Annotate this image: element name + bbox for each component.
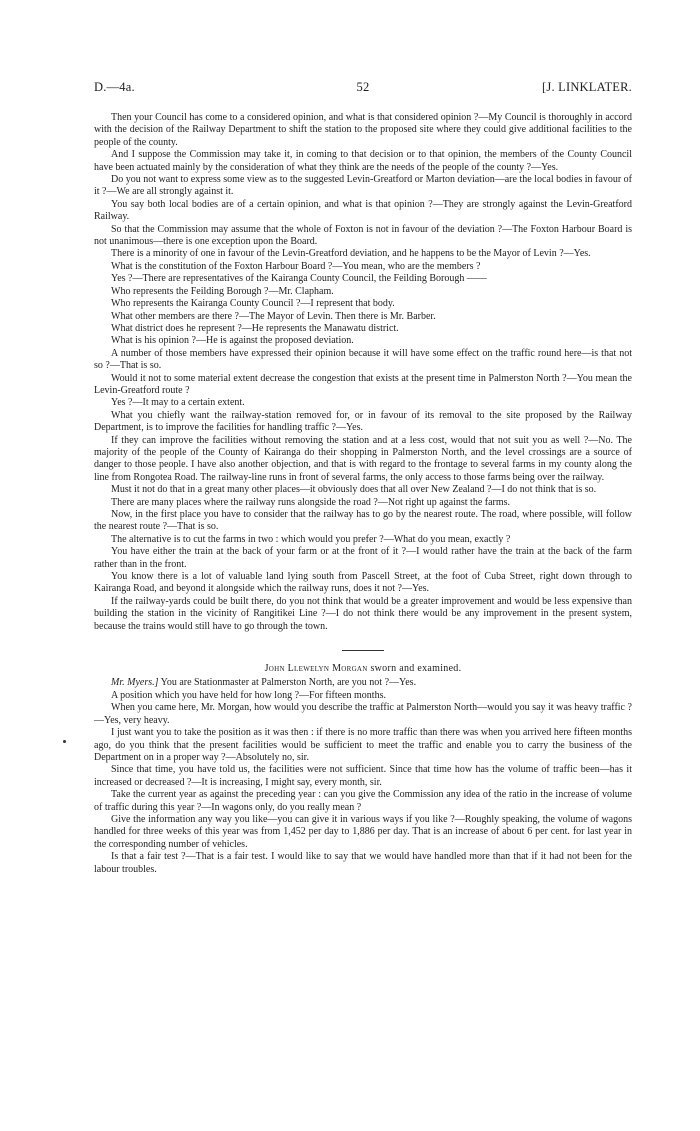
paragraph: Take the current year as against the preceding year : can you give the Commission any idea of the ratio in the increase of volume of traffic during this year ?—In wagons only, do you really mean ? (94, 789, 632, 813)
page-header (94, 80, 632, 98)
paragraph: Who represents the Kairanga County Council ?—I represent that body. (111, 298, 395, 310)
paragraph: Who represents the Feilding Borough ?—Mr. Clapham. (111, 285, 334, 297)
section-divider (342, 650, 384, 651)
margin-mark (63, 740, 66, 743)
testimony-morgan (94, 690, 632, 876)
paragraph-text: You are Stationmaster at Palmerston North, are you not ?—Yes. (158, 677, 417, 689)
paragraph: You say both local bodies are of a certain opinion, and what is that opinion ?—They are strongly against the Levin-Greatford Railway. (94, 198, 632, 223)
paragraph: If the railway-yards could be built there, do you not think that would be a greater improvement and would be less expensive than building the station in the vicinity of Rangitikei Line ?—I do not think there would be any improvement in the present system, because the trains would still have to go through the town. (94, 595, 632, 632)
witness-name: John Llewelyn Morgan (264, 663, 368, 675)
paragraph: Since that time, you have told us, the facilities were not sufficient. Since that time how has the volume of traffic been—has it increased or decreased ?—It is increasing, I might say, every month, sir. (94, 764, 632, 788)
paragraph: Then your Council has come to a considered opinion, and what is that considered opinion ?—My Council is thoroughly in accord with the decision of the Railway Department to shift the station to the proposed site where they could give additional facilities to the people of the county. (94, 112, 632, 148)
paragraph: You know there is a lot of valuable land lying south from Pascell Street, at the foot of Cuba Street, right down through to Kairanga Road, and beyond it alongside which the railway runs, does it not ?—Yes. (94, 571, 632, 595)
paragraph (94, 677, 632, 689)
paragraph: There is a minority of one in favour of the Levin-Greatford deviation, and he happens to be the Mayor of Levin ?—Yes. (111, 248, 591, 260)
paragraph: So that the Commission may assume that the whole of Foxton is not in favour of the deviation ?—The Foxton Harbour Board is not unanimous—there is one exception upon the Board. (94, 223, 632, 248)
paragraph: And I suppose the Commission may take it, in coming to that decision or to that opinion, the members of the County Council have been actuated mainly by the consideration of what they think are the needs of the people of the county ?—Yes. (94, 149, 632, 173)
testimony-linklater (94, 112, 632, 633)
document-reference: D.—4a. (94, 80, 135, 94)
paragraph: Yes ?—It may to a certain extent. (111, 397, 245, 409)
page-body (94, 112, 632, 876)
paragraph: What you chiefly want the railway-station removed for, or in favour of its removal to the site proposed by the Railway Department, is to improve the facilities for handling traffic ?—Yes. (94, 409, 632, 434)
paragraph: Is that a fair test ?—That is a fair test. I would like to say that we would have handled more than that if it had not been for the labour troubles. (94, 851, 632, 875)
paragraph: Now, in the first place you have to consider that the railway has to go by the nearest route. The road, where possible, will follow the nearest route ?—That is so. (94, 509, 632, 533)
speaker-label: Mr. Myers.] (111, 677, 159, 689)
paragraph: What other members are there ?—The Mayor of Levin. Then there is Mr. Barber. (111, 310, 436, 322)
paragraph: You have either the train at the back of your farm or at the front of it ?—I would rather have the train at the back of the farm rather than in the front. (94, 546, 632, 570)
paragraph: What district does he represent ?—He represents the Manawatu district. (111, 322, 399, 334)
paragraph: Do you not want to express some view as to the suggested Levin-Greatford or Marton deviation—are the local bodies in favour of it ?—We are all strongly against it. (94, 174, 632, 198)
witness-heading-rest: sworn and examined. (367, 663, 462, 675)
paragraph: Must it not do that in a great many other places—it obviously does that all over New Zealand ?—I do not think that is so. (111, 484, 597, 496)
paragraph: Yes ?—There are representatives of the Kairanga County Council, the Feilding Borough —— (111, 273, 487, 285)
paragraph: The alternative is to cut the farms in two : which would you prefer ?—What do you mean, exactly ? (111, 533, 511, 545)
witness-heading (94, 663, 632, 675)
paragraph: What is his opinion ?—He is against the proposed deviation. (111, 335, 354, 347)
paragraph: When you came here, Mr. Morgan, how would you describe the traffic at Palmerston North—would you say it was heavy traffic ?—Yes, very heavy. (94, 702, 632, 726)
paragraph: A number of those members have expressed their opinion because it will have some effect on the traffic round here—is that not so ?—That is so. (94, 347, 632, 372)
paragraph: There are many places where the railway runs alongside the road ?—Not right up against the farms. (111, 496, 511, 508)
paragraph: I just want you to take the position as it was then : if there is no more traffic than there was when you arrived here fifteen months ago, do you think that the present facilities would be sufficient to meet the traffic and enable you to carry the business of the Department on in a proper way ?—Absolutely no, sir. (94, 727, 632, 763)
paragraph: Would it not to some material extent decrease the congestion that exists at the present time in Palmerston North ?—You mean the Levin-Greatford route ? (94, 372, 632, 396)
paragraph: Give the information any way you like—you can give it in various ways if you like ?—Roughly speaking, the volume of wagons handled for three weeks of this year was from 1,452 per day to 1,886 per day. That is an increase of about 6 per cent. for last year in the corresponding number of vehicles. (94, 813, 632, 850)
paragraph: A position which you have held for how long ?—For fifteen months. (111, 689, 386, 701)
paragraph: What is the constitution of the Foxton Harbour Board ?—You mean, who are the members ? (111, 260, 481, 272)
page-number: 52 (356, 80, 370, 94)
paragraph: If they can improve the facilities without removing the station and at a less cost, would that not suit you as well ?—No. The majority of the people of the County of Kairanga do their shopping in Palmerston North, and the level crossings are a source of danger to those people. I have also another objection, and that is with regard to the frontage to several farms in my county along the line from Rongotea Road. The railway-line runs in front of several farms, the only access to those farms being over the railway. (94, 434, 632, 483)
witness-name-header: [J. LINKLATER. (542, 80, 632, 94)
